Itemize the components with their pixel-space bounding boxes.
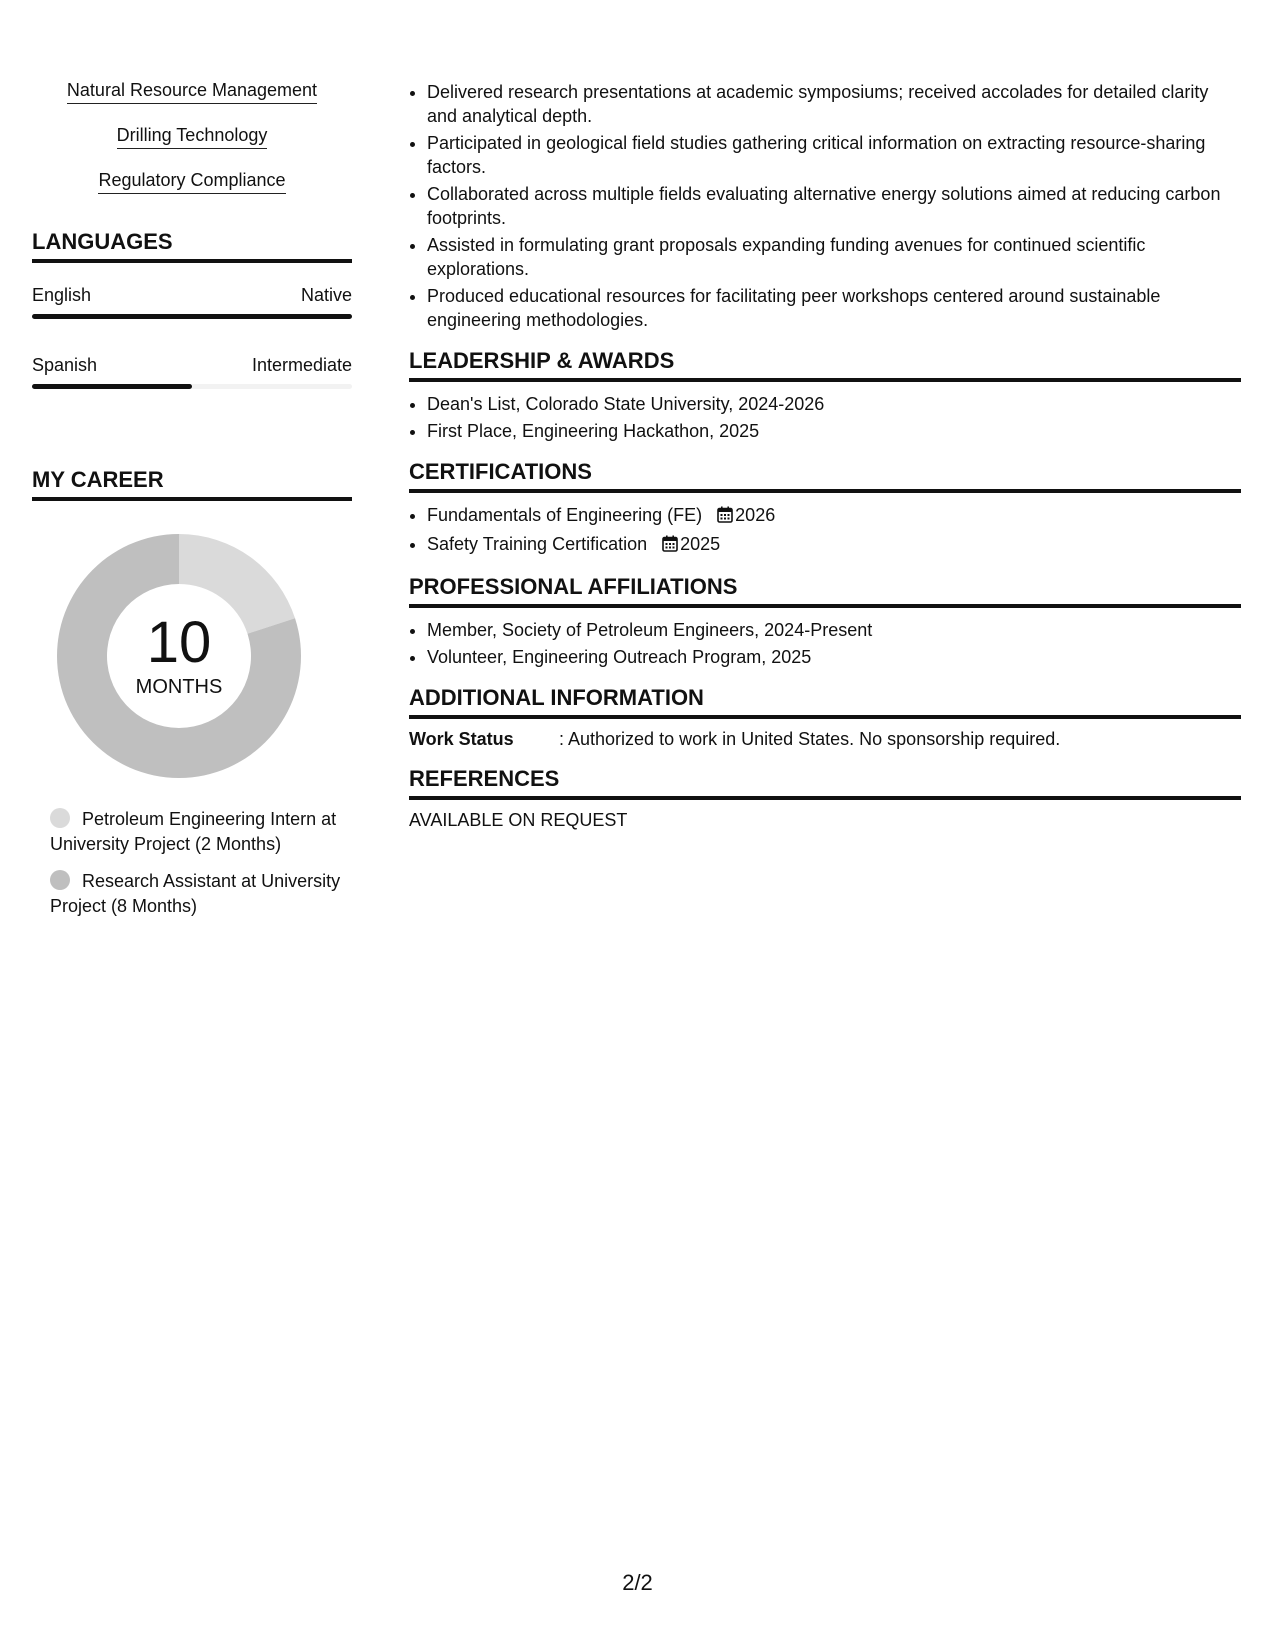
certification-name: Fundamentals of Engineering (FE) <box>427 505 703 525</box>
experience-bullet: • Participated in geological field studies gathering critical information on extracting resource-sharing factors. <box>427 131 1241 179</box>
experience-bullet: • Collaborated across multiple fields evaluating alternative energy solutions aimed at reducing carbon footprints. <box>427 182 1241 230</box>
language-bar <box>32 314 352 319</box>
language-bar-fill <box>32 384 192 389</box>
language-level: Native <box>300 285 352 305</box>
left-column <box>32 80 352 931</box>
affiliation-item: • Member, Society of Petroleum Engineers, 2024-Present <box>427 618 1241 642</box>
skill-item: Natural Resource Management <box>67 80 317 104</box>
career-unit: MONTHS <box>135 675 223 698</box>
experience-bullet: • Produced educational resources for facilitating peer workshops centered around sustainable engineering methodologies. <box>427 284 1241 332</box>
certification-name: Safety Training Certification <box>427 534 648 554</box>
affiliations-heading: PROFESSIONAL AFFILIATIONS <box>409 574 1241 608</box>
certifications-heading: CERTIFICATIONS <box>409 459 1241 493</box>
calendar-icon <box>717 505 733 529</box>
page-number: 2/2 <box>622 1570 653 1595</box>
affiliations-section <box>409 574 1241 669</box>
language-bar <box>32 384 352 389</box>
language-bar-fill <box>32 314 352 319</box>
certifications-section <box>409 459 1241 558</box>
certification-item <box>427 503 1241 529</box>
language-level: Intermediate <box>251 355 352 375</box>
leadership-section <box>409 348 1241 443</box>
additional-heading: ADDITIONAL INFORMATION <box>409 685 1241 719</box>
language-name: English <box>32 285 92 305</box>
additional-section <box>409 685 1241 750</box>
career-total: 10 <box>146 609 212 675</box>
leadership-item: • First Place, Engineering Hackathon, 2025 <box>427 419 1241 443</box>
right-column <box>409 80 1241 831</box>
legend-item <box>50 807 352 857</box>
experience-bullet: • Delivered research presentations at academic symposiums; received accolades for detailed clarity and analytical depth. <box>427 80 1241 128</box>
references-text: AVAILABLE ON REQUEST <box>409 810 628 830</box>
skills-list <box>32 80 352 215</box>
references-heading: REFERENCES <box>409 766 1241 800</box>
calendar-icon <box>662 534 678 558</box>
career-legend <box>50 807 352 919</box>
leadership-heading: LEADERSHIP & AWARDS <box>409 348 1241 382</box>
legend-label: Petroleum Engineering Intern at University Project (2 Months) <box>50 809 337 854</box>
skill-item: Regulatory Compliance <box>98 170 285 194</box>
legend-label: Research Assistant at University Project (8 Months) <box>50 871 341 916</box>
legend-dot <box>50 808 70 828</box>
legend-dot <box>50 870 70 890</box>
donut-center <box>54 531 304 781</box>
certification-year: 2025 <box>680 534 721 554</box>
experience-bullet: • Assisted in formulating grant proposals expanding funding avenues for continued scientific explorations. <box>427 233 1241 281</box>
languages-heading: LANGUAGES <box>32 229 352 263</box>
language-item <box>32 285 352 319</box>
career-heading: MY CAREER <box>32 467 352 501</box>
certification-item <box>427 532 1241 558</box>
experience-bullets <box>409 80 1241 332</box>
career-donut-chart <box>54 531 304 781</box>
language-name: Spanish <box>32 355 98 375</box>
language-item <box>32 355 352 389</box>
references-section <box>409 766 1241 831</box>
legend-item <box>50 869 352 919</box>
skill-item: Drilling Technology <box>117 125 268 149</box>
affiliation-item: • Volunteer, Engineering Outreach Program, 2025 <box>427 645 1241 669</box>
work-status-value: : Authorized to work in United States. No sponsorship required. <box>559 729 1061 749</box>
certification-year: 2026 <box>735 505 776 525</box>
work-status-label: Work Status <box>409 729 514 749</box>
leadership-item: • Dean's List, Colorado State University, 2024-2026 <box>427 392 1241 416</box>
